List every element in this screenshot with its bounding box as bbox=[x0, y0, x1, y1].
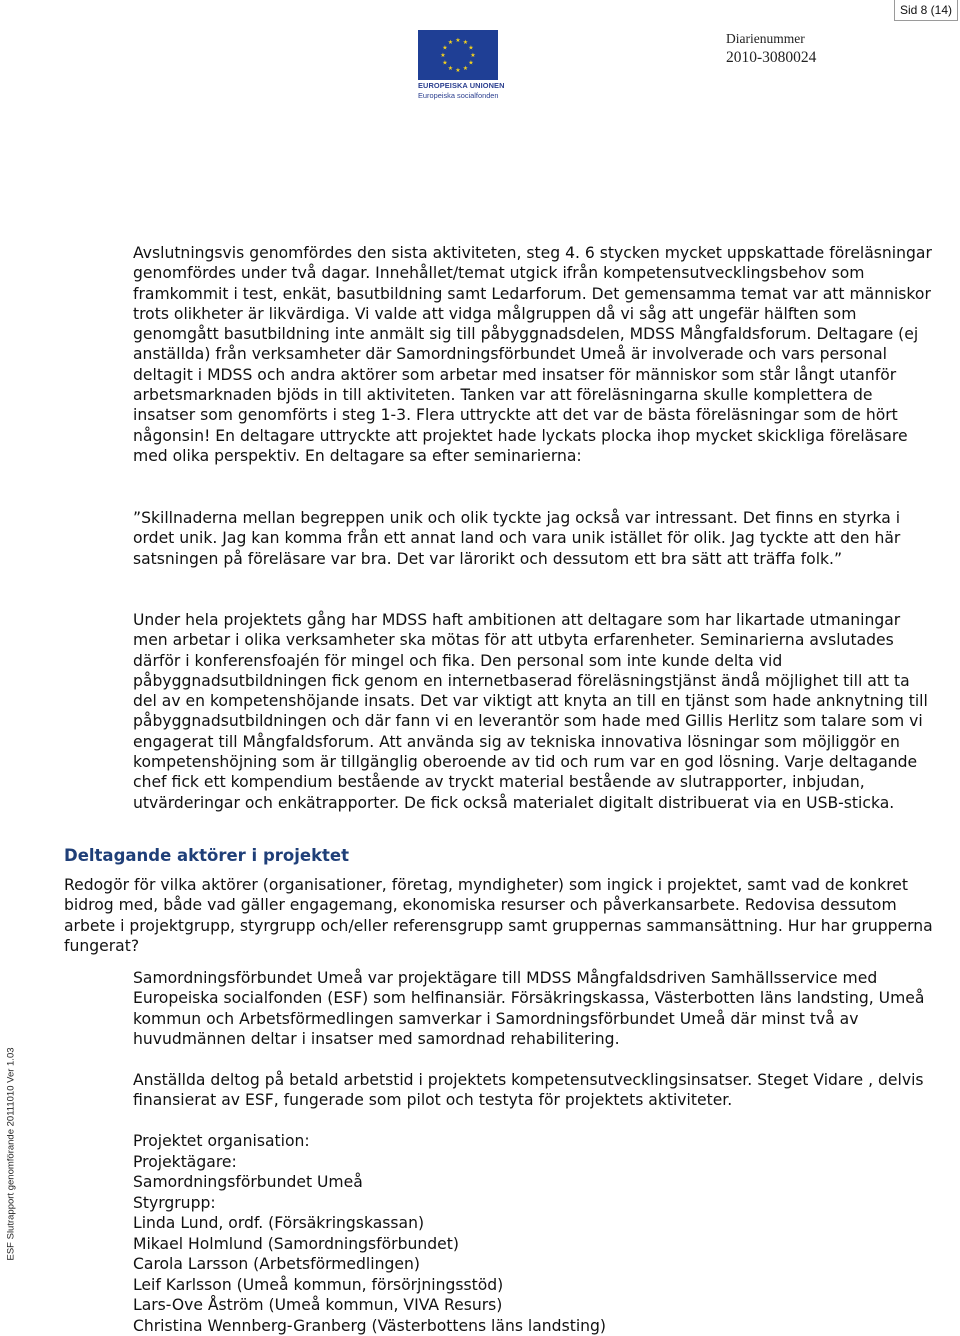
diarienummer-label: Diarienummer bbox=[726, 31, 805, 46]
page-number: Sid 8 (14) bbox=[894, 0, 958, 21]
section-heading: Deltagande aktörer i projektet bbox=[64, 846, 350, 865]
paragraph-project-owner: Samordningsförbundet Umeå var projektägare till MDSS Mångfaldsdriven Samhällsservice med Europeiska socialfonden (ESF) som helfinansiär. Försäkringskassa, Västerbotten läns landsting, Umeå kommun och Arbetsförmedlingen samverkar i Samordningsförbundet Umeå där minst två av huvudmännen deltar i insatser med samordnad rehabilitering. bbox=[133, 969, 925, 1048]
star-icon: ★ bbox=[468, 44, 474, 52]
star-icon: ★ bbox=[455, 67, 461, 74]
paragraph-ambition: Under hela projektets gång har MDSS haft ambitionen att deltagare som har likartade utmaningar men arbetar i olika verksamheter ska mötas för att utbyta erfarenheter. Seminarierna avslutades därför i konferensfoajén för mingel och fika. Den personal som inte kunde delta vid påbyggnadsutbildningen fick genom en internetbaserad föreläsningstjänst ändå möjlighet till att ta del av en kompetenshöjande insats. Det var viktigt att knyta an till en tjänst som hade anknytning till påbyggnadsutbildningen och där fann vi en leverantör som hade med Gillis Herlitz som talare som vi engagerat till Mångfaldsforum. Att använda sig av tekniska innovativa lösningar som möjliggör en kompetenshöjning som är tillgänglig oberoende av tid och rum var en god lösning. Varje deltagande chef fick ett kompendium bestående av tryckt material bestående av slutrapporter, inbjudan, utvärderingar och enkätrapporter. De fick också materialet digitalt distribuerat via en USB-sticka. bbox=[133, 611, 928, 812]
esf-logo bbox=[418, 30, 505, 102]
section-instructions: Redogör för vilka aktörer (organisationer, företag, myndigheter) som ingick i projektet, samt vad de konkret bidrog med, både vad gäller engagemang, ekonomiska resurser och påverkansarbete. Redovisa dessutom arbete i projektgrupp, styrgrupp och/eller referensgrupp samt gruppernas sammansättning. Hur har grupperna fungerat? bbox=[64, 876, 933, 955]
side-footer-text: ESF Slutrapport genomförande 20111010 Ver 1.03 bbox=[5, 1047, 17, 1261]
logo-text-fund: Europeiska socialfonden bbox=[418, 91, 499, 100]
eu-flag-icon bbox=[418, 30, 498, 80]
star-icon: ★ bbox=[447, 39, 454, 46]
eu-stars bbox=[418, 30, 498, 80]
organisation-line: Lars-Ove Åström (Umeå kommun, VIVA Resurs) bbox=[133, 1296, 503, 1314]
organisation-line: Styrgrupp: bbox=[133, 1193, 216, 1212]
star-icon: ★ bbox=[462, 65, 469, 72]
star-icon: ★ bbox=[440, 52, 446, 59]
star-icon: ★ bbox=[468, 59, 474, 67]
organisation-line: Mikael Holmlund (Samordningsförbundet) bbox=[133, 1234, 459, 1253]
organisation-line: Projektägare: bbox=[133, 1152, 237, 1171]
organisation-line: Leif Karlsson (Umeå kommun, försörjningsstöd) bbox=[133, 1275, 504, 1294]
star-icon: ★ bbox=[442, 44, 448, 52]
organisation-line: Projektet organisation: bbox=[133, 1132, 310, 1150]
organisation-line: Christina Wennberg-Granberg (Västerbottens läns landsting) bbox=[133, 1316, 607, 1335]
side-footer bbox=[0, 1047, 17, 1261]
star-icon: ★ bbox=[455, 37, 461, 44]
star-icon: ★ bbox=[442, 59, 448, 67]
star-icon: ★ bbox=[462, 39, 469, 46]
participant-quote: ”Skillnaderna mellan begreppen unik och olik tyckte jag också var intressant. Det finns en styrka i ordet unik. Jag kan komma från ett annat land och vara unik istället för olik. Jag tyckte att den här satsningen på föreläsare var bra. Det var lärorikt och dessutom ett bra sätt att träffa folk.” bbox=[133, 509, 901, 568]
paragraph-final-activity: Avslutningsvis genomfördes den sista aktiviteten, steg 4. 6 stycken mycket uppskattade föreläsningar genomfördes under två dagar. Innehållet/temat utgick ifrån kompetensutvecklingsbehov som framkommit i test, enkät, basutbildning samt Ledarforum. Det gemensamma temat var att människor trots olikheter är likvärdiga. Vi valde att vidga målgruppen då vi såg att ungefär hälften som genomgått basutbildning inte anmält sig till påbyggnadsdelen, MDSS Mångfaldsforum. Deltagare (ej anställda) från verksamheter där Samordningsförbundet Umeå är involverade och vars personal deltagit i MDSS och andra aktörer som arbetar med insatser för människor som står långt utanför arbetsmarknaden bjöds in till aktiviteten. Tanken var att föreläsningarna skulle komplettera de insatser som genomförts i steg 1-3. Flera uttryckte att det var de bästa föreläsningar som de hört någonsin! En deltagare uttryckte att projektet hade lyckats plocka ihop mycket skickliga föreläsare med olika perspektiv. En deltagare sa efter seminarierna: bbox=[133, 244, 932, 465]
paragraph-employees: Anställda deltog på betald arbetstid i projektets kompetensutvecklingsinsatser. Steget Vidare , delvis finansierat av ESF, fungerade som pilot och testyta för projektets aktiviteter. bbox=[133, 1071, 924, 1110]
organisation-line: Linda Lund, ordf. (Försäkringskassan) bbox=[133, 1214, 425, 1232]
star-icon: ★ bbox=[470, 52, 476, 59]
organisation-line: Carola Larsson (Arbetsförmedlingen) bbox=[133, 1255, 420, 1273]
organisation-list bbox=[133, 1131, 933, 1336]
logo-text-union: EUROPEISKA UNIONEN bbox=[418, 81, 505, 90]
star-icon: ★ bbox=[447, 65, 454, 72]
diarienummer-value: 2010-3080024 bbox=[726, 49, 817, 66]
diarienummer-block bbox=[726, 30, 816, 68]
organisation-line: Samordningsförbundet Umeå bbox=[133, 1173, 363, 1191]
